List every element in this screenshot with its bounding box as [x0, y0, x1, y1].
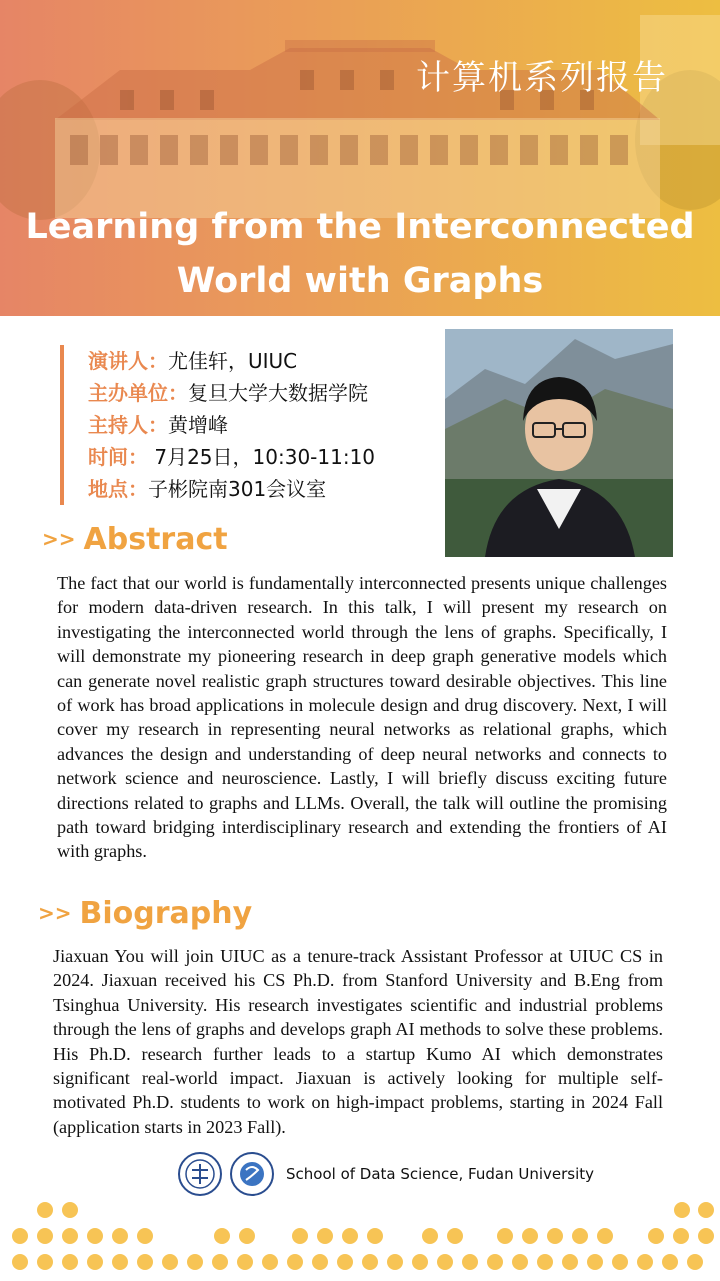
school-name: School of Data Science, Fudan University [286, 1165, 595, 1183]
info-label: 演讲人： [88, 349, 168, 373]
fudan-university-seal-icon [179, 1153, 221, 1195]
info-label: 地点： [88, 477, 148, 501]
abstract-heading [42, 522, 228, 557]
double-chevron-icon: >> [38, 901, 72, 925]
biography-text: Jiaxuan You will join UIUC as a tenure-track Assistant Professor at UIUC CS in 2024. Jiaxuan received his CS Ph.D. from Stanford University and B.Eng from Tsinghua University. His research investigates scientific and industrial problems through the lens of graphs and develops graph AI methods to solve these problems. His Ph.D. research further leads to a startup Kumo AI which demonstrates significant real-world impact. Jiaxuan is actively looking for multiple self-motivated Ph.D. students to work on high-impact problems, starting in 2024 Fall (application starts in 2023 Fall). [53, 946, 663, 1137]
info-time [88, 441, 375, 473]
abstract-text: The fact that our world is fundamentally interconnected presents unique challenges for modern data-driven research. In this talk, I will present my research on investigating the interconnected world through the lens of graphs. Specifically, I will demonstrate my pioneering research in deep graph generative models which can generate novel realistic graph structures toward desirable objectives. This line of work has broad applications in molecule design and drug discovery. Next, I will cover my research in representing neural networks as relational graphs, which advances the design and understanding of deep neural networks and connects to network science and neuroscience. Lastly, I will briefly discuss exciting future directions related to graphs and LLMs. Overall, the talk will outline the promising path toward bridging interdisciplinary research and extending the frontiers of AI with graphs. [57, 573, 667, 862]
info-value: 复旦大学大数据学院 [188, 381, 368, 405]
header-banner [0, 0, 720, 316]
decorative-dots [0, 1190, 720, 1281]
school-of-data-science-logo-icon [231, 1153, 273, 1195]
info-value: 7月25日，10:30-11:10 [148, 445, 376, 469]
info-label: 主持人： [88, 413, 168, 437]
talk-title [0, 200, 720, 308]
biography-heading-text: Biography [79, 896, 253, 931]
info-label: 时间： [88, 445, 148, 469]
info-speaker [88, 345, 375, 377]
double-chevron-icon: >> [42, 527, 76, 551]
info-host [88, 409, 375, 441]
info-location [88, 473, 375, 505]
biography-heading [38, 896, 252, 931]
info-value: 黄增峰 [168, 413, 228, 437]
info-value: 子彬院南301会议室 [148, 477, 327, 501]
speaker-photo [445, 329, 673, 557]
info-organizer [88, 377, 375, 409]
info-value: 尤佳轩，UIUC [168, 349, 298, 373]
series-title: 计算机系列报告 [416, 58, 668, 98]
talk-title-line-1: Learning from the Interconnected [25, 207, 695, 247]
talk-info [60, 345, 375, 505]
talk-title-line-2: World with Graphs [176, 261, 544, 301]
info-label: 主办单位： [88, 381, 188, 405]
abstract-heading-text: Abstract [83, 522, 228, 557]
